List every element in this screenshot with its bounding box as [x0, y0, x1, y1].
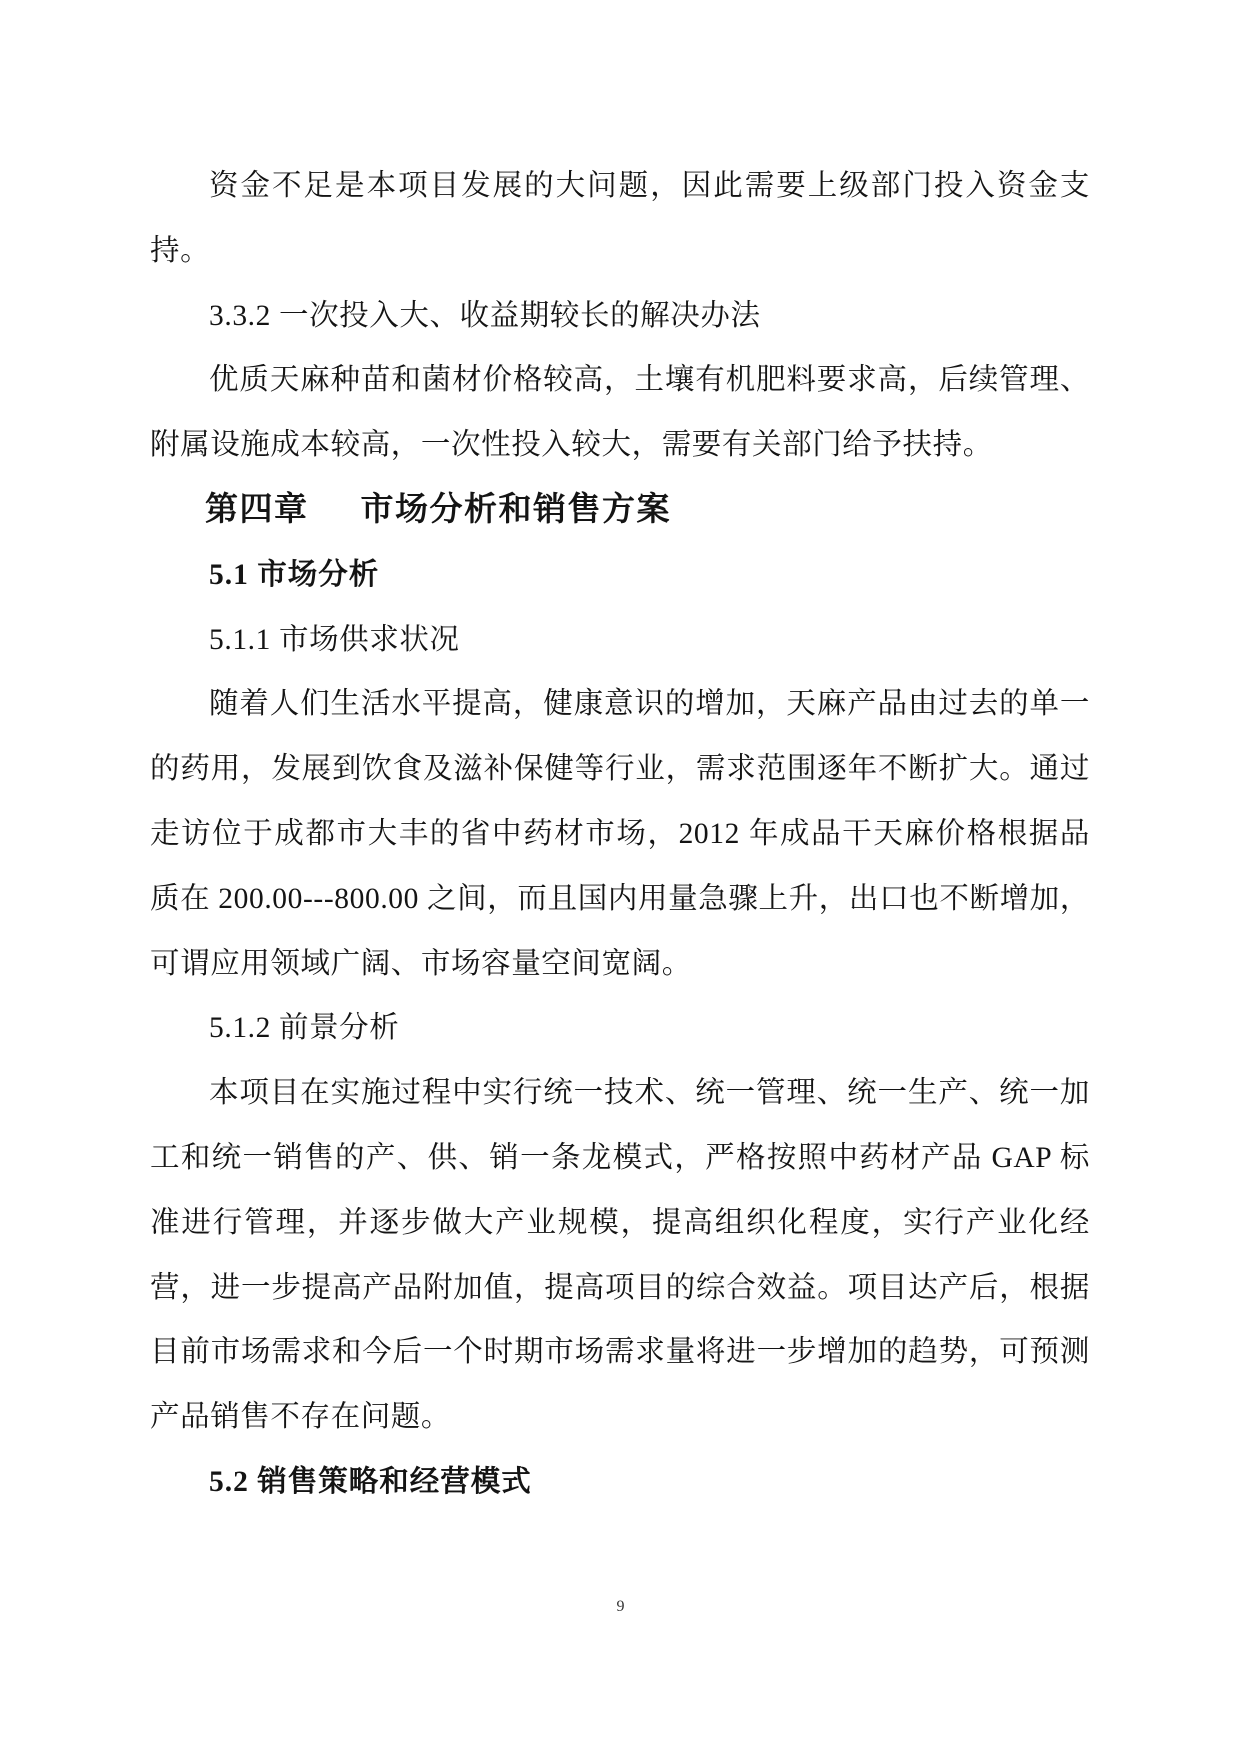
- subsection-heading-5-1-1: 5.1.1 市场供求状况: [209, 623, 460, 656]
- paragraph-investment: 优质天麻种苗和菌材价格较高，土壤有机肥料要求高，后续管理、附属设施成本较高，一次性投入较大，需要有关部门给予扶持。: [150, 364, 1090, 462]
- chapter-heading: [150, 478, 1090, 543]
- chapter-number: 第四章: [205, 491, 309, 528]
- subsection-heading-3-3-2: 3.3.2 一次投入大、收益期较长的解决办法: [209, 299, 761, 332]
- page-number: 9: [616, 1598, 625, 1615]
- section-heading-5-1: 5.1 市场分析: [209, 558, 380, 591]
- paragraph-market-supply: 随着人们生活水平提高，健康意识的增加，天麻产品由过去的单一的药用，发展到饮食及滋补保健等行业，需求范围逐年不断扩大。通过走访位于成都市大丰的省中药材市场，2012 年成品干天麻价格根据品质在 200.00---800.00 之间，而且国内用量急骤上升，出口也不断增加，可谓应用领域广阔、市场容量空间宽阔。: [150, 688, 1090, 980]
- page-content: [150, 154, 1090, 1515]
- paragraph-prospects: 本项目在实施过程中实行统一技术、统一管理、统一生产、统一加工和统一销售的产、供、销一条龙模式，严格按照中药材产品 GAP 标准进行管理，并逐步做大产业规模，提高组织化程度，实行产业化经营，进一步提高产品附加值，提高项目的综合效益。项目达产后，根据目前市场需求和今后一个时期市场需求量将进一步增加的趋势，可预测产品销售不存在问题。: [150, 1077, 1090, 1434]
- chapter-title: 市场分析和销售方案: [360, 491, 671, 528]
- subsection-heading-5-1-2: 5.1.2 前景分析: [209, 1012, 400, 1045]
- paragraph-funding: 资金不足是本项目发展的大问题，因此需要上级部门投入资金支持。: [150, 170, 1090, 267]
- section-heading-5-2: 5.2 销售策略和经营模式: [209, 1465, 532, 1498]
